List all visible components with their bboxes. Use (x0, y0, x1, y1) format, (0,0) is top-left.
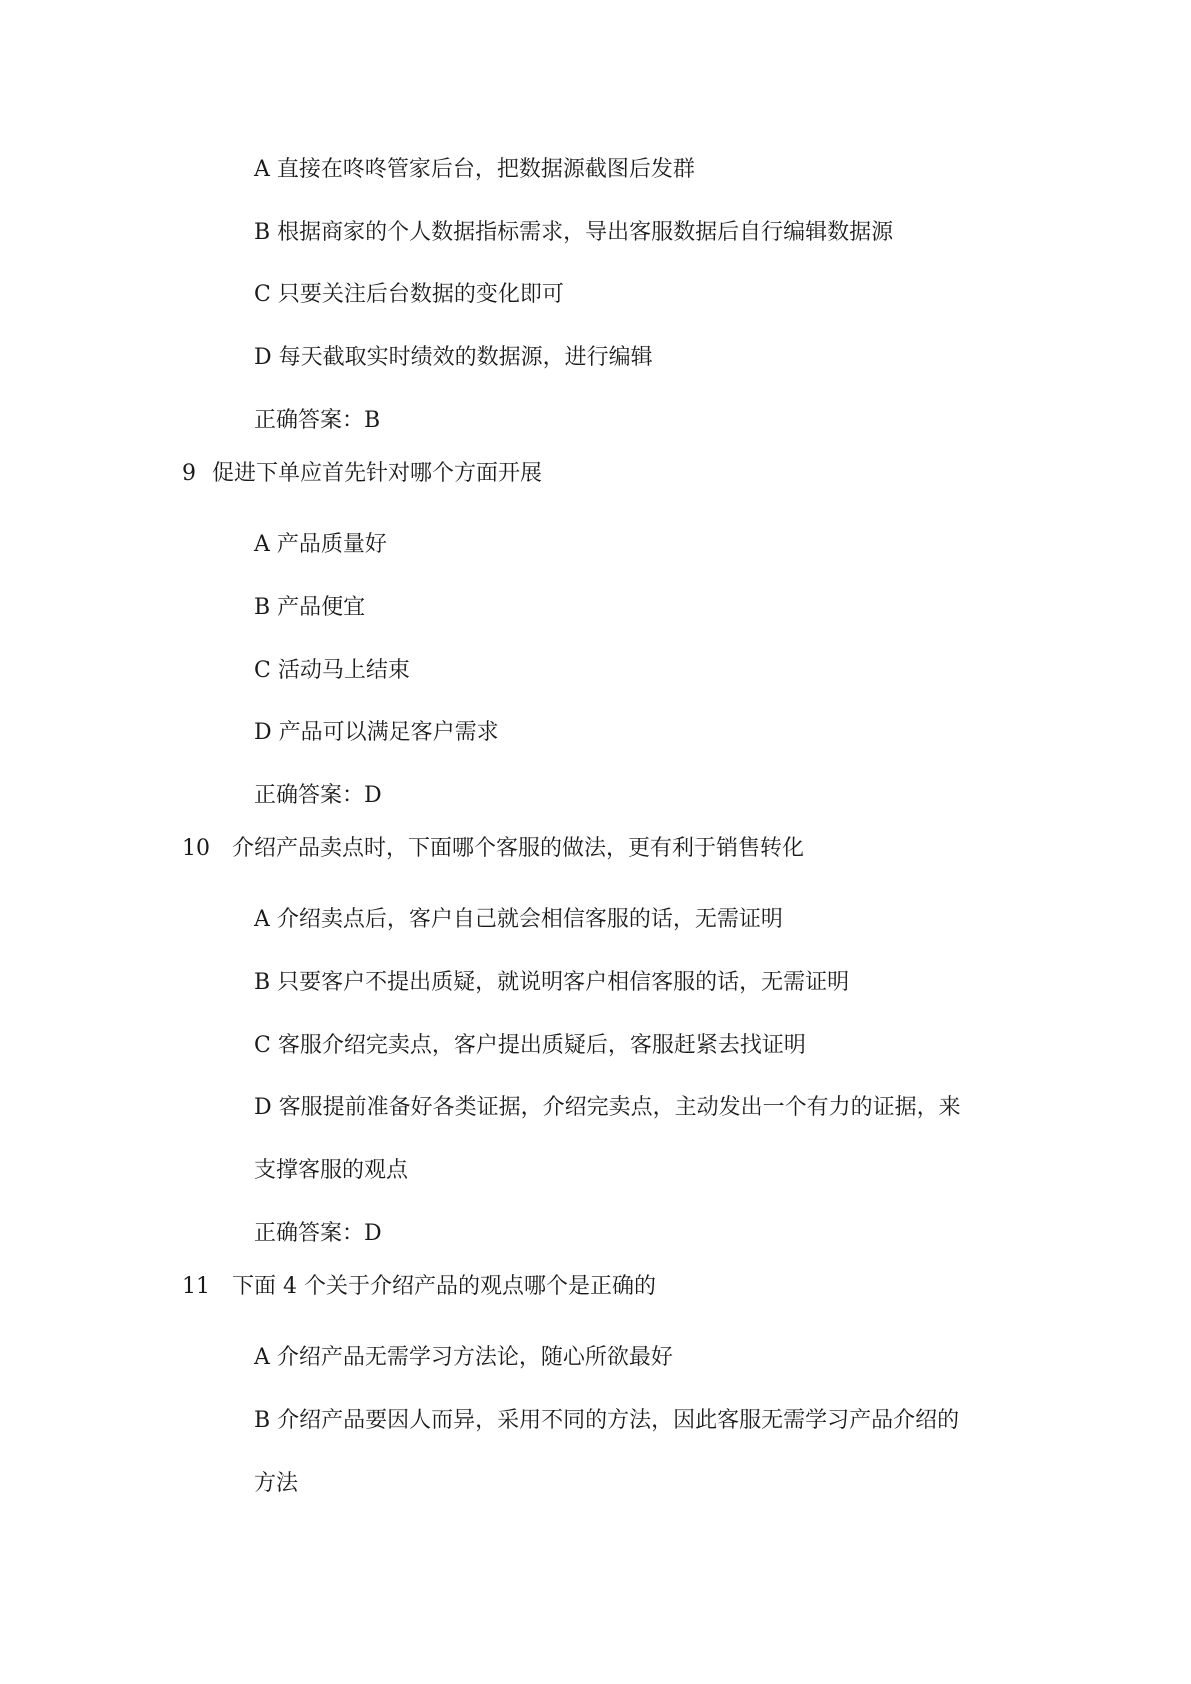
q11-option-b-continued: 方法 (254, 1471, 299, 1496)
q10-option-d-continued: 支撑客服的观点 (254, 1158, 409, 1183)
q11-text: 下面 4 个关于介绍产品的观点哪个是正确的 (232, 1274, 656, 1299)
q8-option-d: D 每天截取实时绩效的数据源，进行编辑 (254, 345, 653, 370)
q10-number: 10 (182, 836, 210, 861)
q11-option-b: B 介绍产品要因人而异，采用不同的方法，因此客服无需学习产品介绍的 (254, 1408, 960, 1433)
q8-option-b: B 根据商家的个人数据指标需求，导出客服数据后自行编辑数据源 (254, 220, 894, 245)
q9-option-d: D 产品可以满足客户需求 (254, 720, 499, 745)
q10-option-d: D 客服提前准备好各类证据，介绍完卖点，主动发出一个有力的证据，来 (254, 1095, 961, 1120)
q11-number: 11 (182, 1274, 210, 1299)
q9-option-c: C 活动马上结束 (254, 658, 410, 683)
q10-option-b: B 只要客户不提出质疑，就说明客户相信客服的话，无需证明 (254, 970, 850, 995)
q9-number: 9 (182, 461, 196, 486)
q10-answer: 正确答案：D (254, 1221, 382, 1246)
q10-option-a: A 介绍卖点后，客户自己就会相信客服的话，无需证明 (254, 907, 783, 932)
q9-answer: 正确答案：D (254, 783, 382, 808)
q10-option-c: C 客服介绍完卖点，客户提出质疑后，客服赶紧去找证明 (254, 1033, 806, 1058)
q8-answer: 正确答案：B (254, 408, 381, 433)
q9-option-b: B 产品便宜 (254, 595, 366, 620)
q10-text: 介绍产品卖点时，下面哪个客服的做法，更有利于销售转化 (232, 836, 805, 861)
q9-option-a: A 产品质量好 (254, 532, 387, 557)
q8-option-a: A 直接在咚咚管家后台，把数据源截图后发群 (254, 157, 695, 182)
q11-option-a: A 介绍产品无需学习方法论，随心所欲最好 (254, 1345, 673, 1370)
q9-text: 促进下单应首先针对哪个方面开展 (212, 461, 543, 486)
q8-option-c: C 只要关注后台数据的变化即可 (254, 282, 564, 307)
